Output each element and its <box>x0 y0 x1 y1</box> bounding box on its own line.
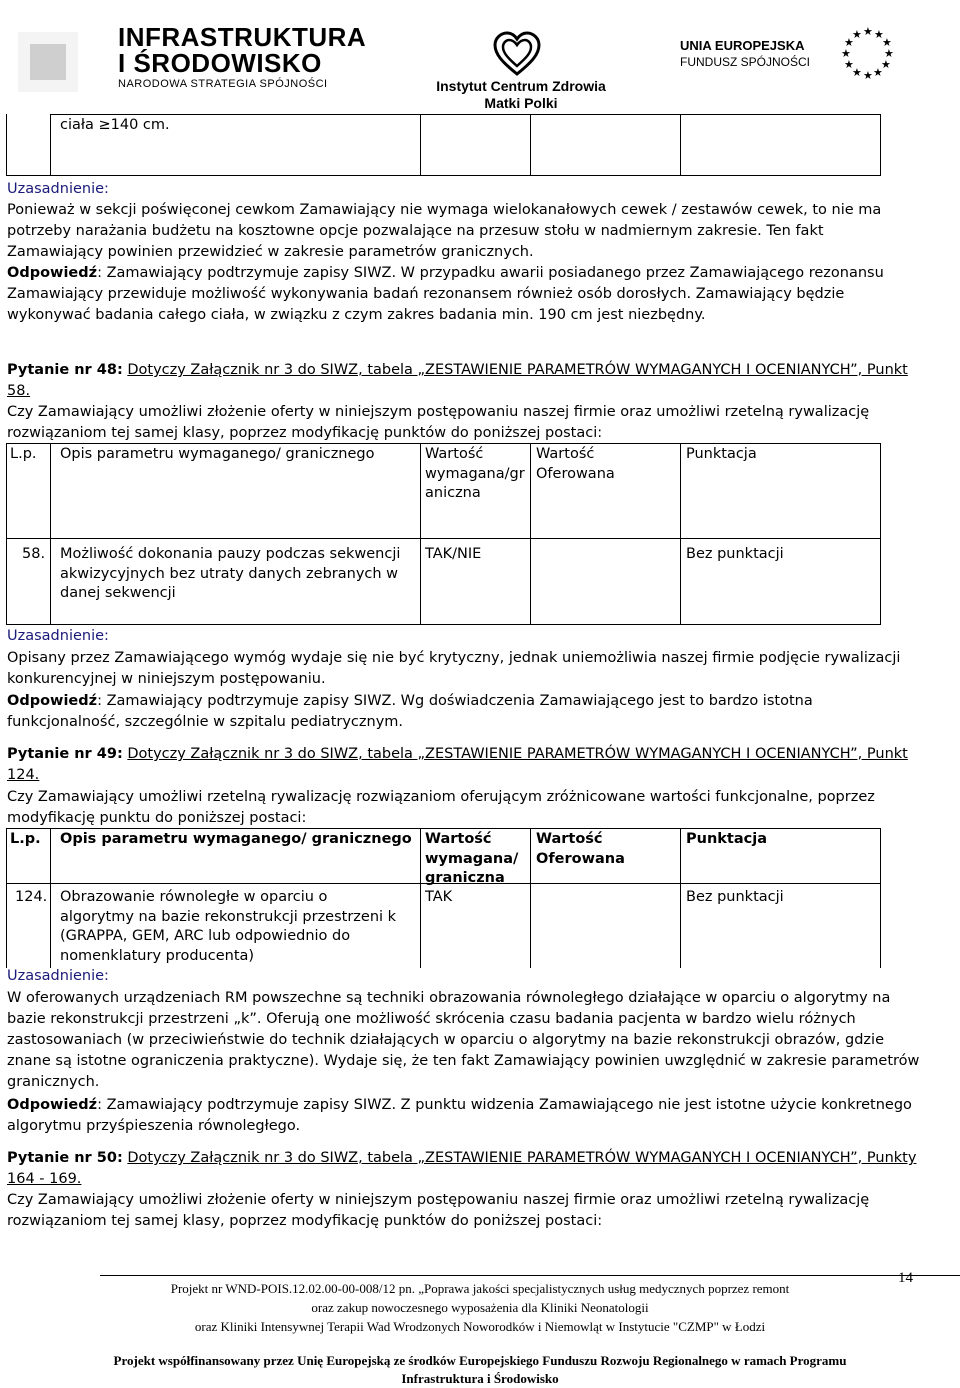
q49-uzasadnienie-text: W oferowanych urządzeniach RM powszechne są techniki obrazowania równoległego działające w oparciu o algorytmy na bazie rekonstrukcji przestrzeni „k”. Oferują one możliwość skrócenia czasu badania pacjenta w bardzo wielu różnych zastosowaniach (w przeciwieństwie do technik działających w oparciu o algorytmy na bazie rekonstrukcji obrazów, gdzie znane są istotne ograniczenia praktyczne). Wydaje się, że ten fakt Zamawiający powinien uwzględnić w zakresie parametrów granicznych. <box>7 990 920 1090</box>
q49-th-wartosc-oferowana: Wartość Oferowana <box>536 831 625 867</box>
q48-question: Czy Zamawiający umożliwi złożenie oferty w niniejszym postępowaniu naszej firmie oraz umożliwi rzetelną rywalizację rozwiązaniom tej samej klasy, poprzez modyfikację punktów do poniższej postaci: <box>7 404 870 441</box>
q50-question: Czy Zamawiający umożliwi złożenie oferty w niniejszym postępowaniu naszej firmie oraz umożliwi rzetelną rywalizację rozwiązaniom tej samej klasy, poprzez modyfikację punktów do poniższej postaci: <box>7 1192 870 1229</box>
footer-line-2: oraz zakup nowoczesnego wyposażenia dla Kliniki Neonatologii <box>311 1300 649 1315</box>
q47-odpowiedz-body: : Zamawiający podtrzymuje zapisy SIWZ. W przypadku awarii posiadanego przez Zamawiającego rezonansu Zamawiający przewiduje możliwość wykonywania badań rezonansem również osób dorosłych. Zamawiający będzie wykonywać badania całego ciała, w związku z czym zakres badania min. 190 cm jest niezbędny. <box>7 265 884 323</box>
svg-text:★: ★ <box>852 66 862 79</box>
logo-line-3: NARODOWA STRATEGIA SPÓJNOŚCI <box>118 78 328 90</box>
iczmp-line-2: Matki Polki <box>484 95 558 111</box>
infrastruktura-emblem-icon <box>0 10 100 110</box>
q48-th-opis: Opis parametru wymaganego/ granicznego <box>60 446 375 462</box>
page-number: 14 <box>898 1270 913 1286</box>
heart-logo-icon <box>492 30 542 85</box>
svg-text:★: ★ <box>844 36 854 49</box>
q48-title-link[interactable]: Dotyczy Załącznik nr 3 do SIWZ, tabela „ZESTAWIENIE PARAMETRÓW WYMAGANYCH I OCENIANYCH”, Punkt 58. <box>7 362 908 399</box>
q47-uzasadnienie-text <box>7 200 922 263</box>
q47-uzasadnienie-body: Ponieważ w sekcji poświęconej cewkom Zamawiający nie wymaga wielokanałowych cewek / zestawów cewek, to nie ma potrzeby narażania budżetu na kosztowne opcje pozwalające na przesuw stołu w nadmiernym zakresie. Ten fakt Zamawiający powinien przewidzieć w zakresie parametrów granicznych. <box>7 202 882 260</box>
logo-line-1: INFRASTRUKTURA <box>118 22 367 52</box>
logo-line-2: I ŚRODOWISKO <box>118 48 322 78</box>
q49-th-opis: Opis parametru wymaganego/ granicznego <box>60 831 412 847</box>
q49-title <box>7 744 922 786</box>
svg-text:★: ★ <box>863 69 873 82</box>
q48-th-wartosc-oferowana: Wartość Oferowana <box>536 446 615 482</box>
eu-line-2: FUNDUSZ SPÓJNOŚCI <box>680 55 811 69</box>
svg-text:★: ★ <box>863 26 873 38</box>
q49-row-wartosc: TAK <box>425 889 453 905</box>
svg-text:★: ★ <box>882 36 892 49</box>
q49-odpowiedz-label: Odpowiedź <box>7 1097 98 1113</box>
q48-th-lp: L.p. <box>10 446 37 462</box>
q48-row-punktacja: Bez punktacji <box>686 546 784 562</box>
footer-line-5: Infrastruktura i Środowisko <box>401 1371 559 1386</box>
svg-text:★: ★ <box>873 66 883 79</box>
q49-row-lp: 124. <box>15 889 48 905</box>
q48-title-label: Pytanie nr 48: <box>7 362 123 378</box>
q49-question: Czy Zamawiający umożliwi rzetelną rywalizację rozwiązaniom oferującym zróżnicowane wartości funkcjonalne, poprzez modyfikację punktu do poniższej postaci: <box>7 789 875 826</box>
q49-th-wartosc-wymagana: Wartość wymagana/ graniczna <box>425 831 519 886</box>
q50-title-link[interactable]: Dotyczy Załącznik nr 3 do SIWZ, tabela „ZESTAWIENIE PARAMETRÓW WYMAGANYCH I OCENIANYCH”, Punkty 164 - 169. <box>7 1150 917 1187</box>
q48-th-wartosc-wymagana: Wartość wymagana/gr aniczna <box>425 446 525 501</box>
iczmp-logo <box>426 78 616 112</box>
q49-row-opis: Obrazowanie równoległe w oparciu o algorytmy na bazie rekonstrukcji przestrzeni k (GRAPPA, GEM, ARC lub odpowiednio do nomenklatury producenta) <box>60 889 397 964</box>
eu-stars-icon <box>838 26 898 89</box>
footer-line-3: oraz Kliniki Intensywnej Terapii Wad Wrodzonych Noworodków i Niemowląt w Instytucie "CZMP" w Łodzi <box>194 1319 766 1334</box>
q49-title-label: Pytanie nr 49: <box>7 746 123 762</box>
q48-row-wartosc: TAK/NIE <box>425 546 482 562</box>
q49-odpowiedz-body: : Zamawiający podtrzymuje zapisy SIWZ. Z punktu widzenia Zamawiającego nie jest istotne użycie konkretnego algorytmu przyśpieszenia równoległego. <box>7 1097 912 1134</box>
svg-text:★: ★ <box>852 28 862 41</box>
q48-odpowiedz-label: Odpowiedź <box>7 693 98 709</box>
q49-odpowiedz <box>7 1095 922 1137</box>
q47-uzasadnienie-label: Uzasadnienie: <box>7 181 109 197</box>
q49-th-lp: L.p. <box>10 831 41 847</box>
q49-th-punktacja: Punktacja <box>686 831 767 847</box>
q49-uzasadnienie-label: Uzasadnienie: <box>7 968 109 984</box>
infrastruktura-logo <box>118 24 366 92</box>
q48-uzasadnienie-text: Opisany przez Zamawiającego wymóg wydaje się nie być krytyczny, jednak uniemożliwia naszej firmie podjęcie rywalizacji konkurencyjnej w niniejszym postępowaniu. <box>7 650 901 687</box>
svg-text:★: ★ <box>874 28 884 41</box>
q48-row-opis: Możliwość dokonania pauzy podczas sekwencji akwizycyjnych bez utraty danych zebranych w danej sekwencji <box>60 546 401 601</box>
q48-title <box>7 360 922 402</box>
iczmp-line-1: Instytut Centrum Zdrowia <box>436 78 606 94</box>
eu-line-1: UNIA EUROPEJSKA <box>680 38 805 53</box>
q48-uzasadnienie-label: Uzasadnienie: <box>7 628 109 644</box>
q50-title-label: Pytanie nr 50: <box>7 1150 123 1166</box>
svg-text:★: ★ <box>841 47 851 60</box>
svg-text:★: ★ <box>881 58 891 71</box>
svg-text:★: ★ <box>844 58 854 71</box>
q47-odpowiedz-label: Odpowiedź <box>7 265 98 281</box>
top-table-cell: ciała ≥140 cm. <box>60 117 170 133</box>
q47-odpowiedz <box>7 263 922 326</box>
q48-odpowiedz-body: : Zamawiający podtrzymuje zapisy SIWZ. Wg doświadczenia Zamawiającego jest to bardzo istotna funkcjonalność, szczególnie w szpitalu pediatrycznym. <box>7 693 813 730</box>
q48-row-lp: 58. <box>22 546 46 562</box>
q48-th-punktacja: Punktacja <box>686 446 757 462</box>
svg-text:★: ★ <box>884 47 894 60</box>
q49-title-link[interactable]: Dotyczy Załącznik nr 3 do SIWZ, tabela „ZESTAWIENIE PARAMETRÓW WYMAGANYCH I OCENIANYCH”, Punkt 124. <box>7 746 908 783</box>
q48-odpowiedz <box>7 691 922 733</box>
q49-row-punktacja: Bez punktacji <box>686 889 784 905</box>
footer-line-1: Projekt nr WND-POIS.12.02.00-00-008/12 pn. „Poprawa jakości specjalistycznych usług medycznych poprzez remont <box>170 1281 790 1296</box>
eu-logo <box>680 38 810 70</box>
footer-line-4: Projekt współfinansowany przez Unię Europejską ze środków Europejskiego Funduszu Rozwoju Regionalnego w ramach Programu <box>113 1353 847 1368</box>
q50-title <box>7 1148 922 1190</box>
